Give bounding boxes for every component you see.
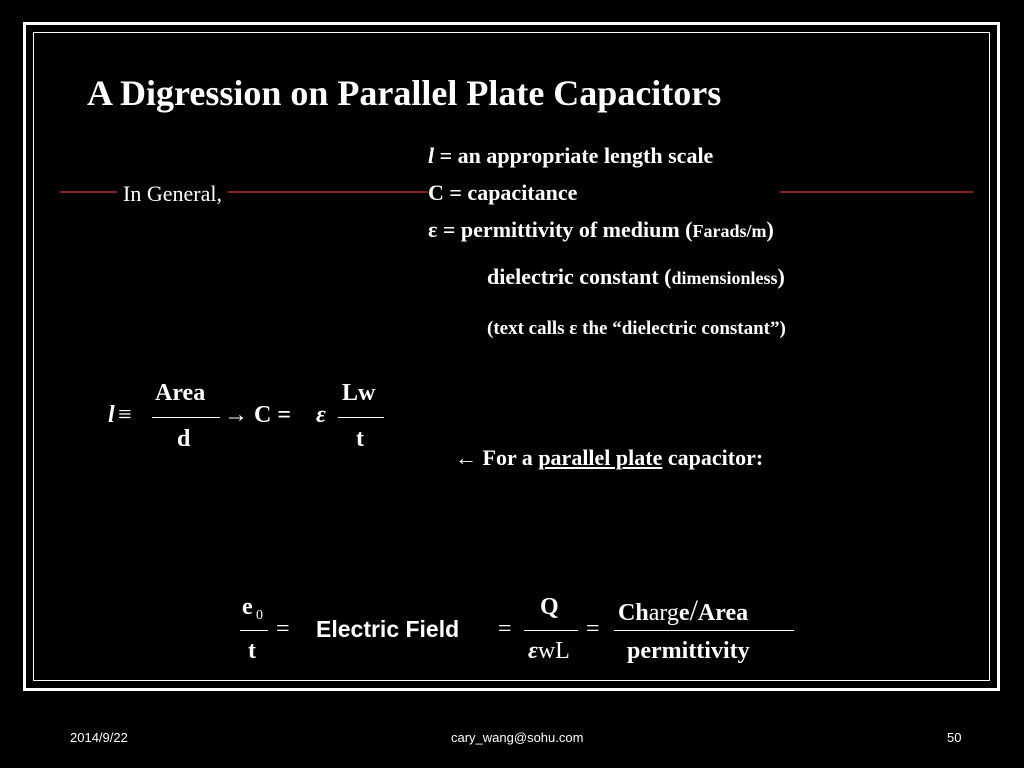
note-underlined: parallel plate [538, 445, 663, 470]
dielectric-close: ) [777, 264, 785, 289]
formula2-wl: wL [537, 638, 570, 664]
fraction-bar [338, 417, 384, 418]
formula-area-numerator: Area [155, 380, 206, 406]
definition-epsilon [428, 211, 780, 250]
formula2-permittivity-denominator: permittivity [627, 638, 750, 664]
slide-frame-inner [33, 32, 990, 681]
slide-title: A Digression on Parallel Plate Capacitors [87, 73, 722, 113]
fraction-bar [524, 630, 578, 631]
definitions-block [428, 137, 780, 250]
formula2-e: e [678, 600, 690, 626]
definition-c: C = capacitance [428, 174, 780, 211]
formula2-e-numerator: e [242, 594, 253, 620]
formula-d-denominator: d [177, 426, 191, 452]
fraction-bar [614, 630, 794, 631]
formula2-ch: Ch [618, 600, 649, 626]
formula2-epsilon: ε [528, 638, 538, 664]
formula2-t-denominator: t [248, 638, 256, 664]
formula2-arg: arg [648, 600, 679, 626]
formula-lw-numerator: Lw [342, 380, 376, 406]
footer-date: 2014/9/22 [70, 730, 128, 745]
formula2-slash: / [689, 594, 698, 627]
note-suffix: capacitor: [662, 445, 764, 470]
parallel-plate-note [455, 445, 763, 471]
footer-email: cary_wang@sohu.com [451, 730, 584, 745]
fraction-bar [152, 417, 220, 418]
l-symbol: l [428, 143, 435, 168]
dielectric-units: dimensionless [671, 268, 778, 288]
in-general-label: In General, [117, 180, 228, 208]
dielectric-constant-line [487, 264, 785, 290]
formula2-equals-2: = [498, 616, 512, 642]
formula-l-symbol: l [108, 402, 115, 428]
formula-epsilon: ε [316, 402, 326, 428]
fraction-bar [240, 630, 268, 631]
capacitance-formula [108, 380, 398, 460]
epsilon-definition-text: ε = permittivity of medium ( [428, 217, 693, 242]
note-prefix: ← For a [455, 445, 539, 470]
formula2-ewl-denominator [528, 638, 570, 665]
formula2-equals-3: = [586, 616, 600, 642]
electric-field-formula [240, 592, 800, 672]
dielectric-text: dielectric constant ( [487, 264, 672, 289]
formula2-q-numerator: Q [540, 594, 559, 620]
formula2-electric-field: Electric Field [316, 616, 460, 642]
epsilon-units: Farads/m [692, 221, 767, 241]
formula2-equals-1: = [276, 616, 290, 642]
epsilon-close: ) [766, 217, 774, 242]
definition-l [428, 137, 780, 174]
formula2-area: Area [697, 600, 749, 626]
text-calls-note: (text calls ε the “dielectric constant”) [487, 318, 786, 339]
formula2-subscript-0: 0 [256, 608, 263, 623]
formula-equiv: ≡ [118, 402, 132, 428]
formula-t-denominator: t [356, 426, 364, 452]
formula-arrow-c: → C = [224, 402, 292, 428]
footer-page-number: 50 [947, 730, 962, 745]
formula2-charge-area-numerator [618, 594, 748, 628]
l-definition-text: = an appropriate length scale [434, 143, 714, 168]
